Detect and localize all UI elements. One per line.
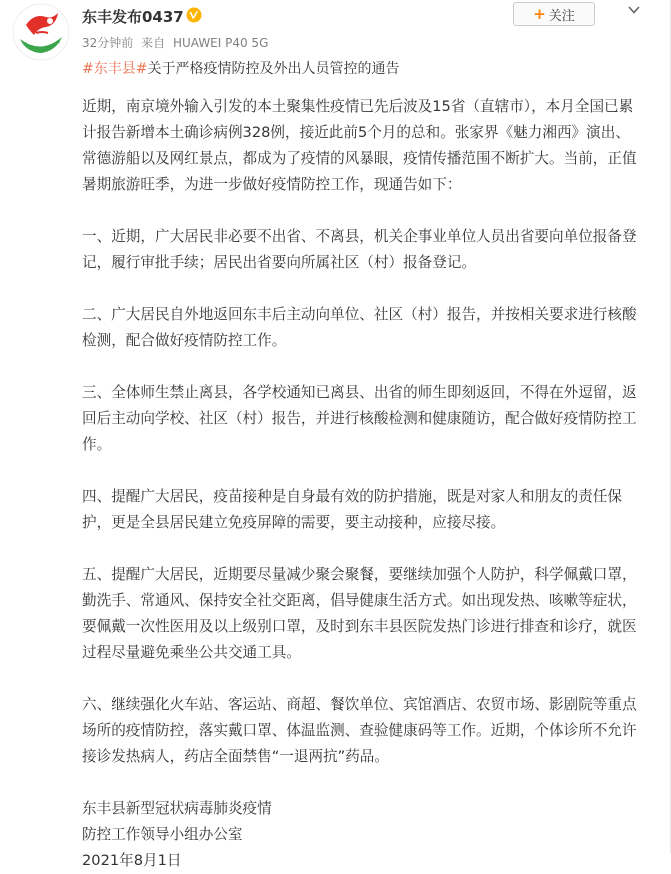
signature-line-1: 东丰县新型冠状病毒肺炎疫情 (82, 800, 272, 817)
source-device[interactable]: HUAWEI P40 5G (172, 36, 269, 50)
paragraph-item-6: 六、继续强化火车站、客运站、商超、餐饮单位、宾馆酒店、农贸市场、影剧院等重点场所的疫情防控，落实戴口罩、体温监测、查验健康码等工作。近期，个体诊所不允许接诊发热病人，药店全面禁售“一退两抗”药品。 (82, 696, 637, 765)
avatar[interactable] (12, 3, 70, 61)
follow-button[interactable] (513, 2, 595, 26)
paragraph-item-5: 五、提醒广大居民，近期要尽量减少聚会聚餐，要继续加强个人防护，科学佩戴口罩，勤洗手、常通风、保持安全社交距离，倡导健康生活方式。如出现发热、咳嗽等症状，要佩戴一次性医用及以上级别口罩，及时到东丰县医院发热门诊进行排查和诊疗，就医过程尽量避免乘坐公共交通工具。 (82, 566, 637, 661)
verified-badge-icon (186, 7, 202, 23)
paragraph-item-2: 二、广大居民自外地返回东丰后主动向单位、社区（村）报告，并按相关要求进行核酸检测，配合做好疫情防控工作。 (82, 306, 637, 349)
dongfeng-logo-icon (12, 3, 70, 61)
paragraph-item-1: 一、近期，广大居民非必要不出省、不离县，机关企事业单位人员出省要向单位报备登记，履行审批手续；居民出省要向所属社区（村）报备登记。 (82, 228, 637, 271)
headline-text: 关于严格疫情防控及外出人员管控的通告 (147, 61, 400, 77)
post-body (82, 94, 642, 874)
source-prefix: 来自 (141, 36, 166, 50)
signature-date: 2021年8月1日 (82, 852, 182, 869)
paragraph-intro: 近期，南京境外输入引发的本土聚集性疫情已先后波及15省（直辖市），本月全国已累计报告新增本土确诊病例328例，接近此前5个月的总和。张家界《魅力湘西》演出、常德游船以及网红景点，都成为了疫情的风暴眼，疫情传播范围不断扩大。当前，正值暑期旅游旺季，为进一步做好疫情防控工作，现通告如下： (82, 98, 637, 193)
username[interactable]: 东丰发布0437 (82, 8, 184, 26)
plus-icon: + (533, 4, 546, 23)
post-meta (82, 34, 268, 51)
topic-link[interactable]: #东丰县# (82, 61, 148, 77)
chevron-down-icon[interactable] (624, 0, 644, 20)
post-headline (82, 58, 399, 78)
paragraph-item-4: 四、提醒广大居民，疫苗接种是自身最有效的防护措施，既是对家人和朋友的责任保护，更是全县居民建立免疫屏障的需要，要主动接种，应接尽接。 (82, 488, 622, 531)
follow-label: 关注 (548, 8, 575, 24)
paragraph-item-3: 三、全体师生禁止离县，各学校通知已离县、出省的师生即刻返回，不得在外逗留，返回后主动向学校、社区（村）报告，并进行核酸检测和健康随访，配合做好疫情防控工作。 (82, 384, 637, 453)
signature-line-2: 防控工作领导小组办公室 (82, 826, 243, 843)
post-time[interactable]: 32分钟前 (82, 36, 134, 50)
